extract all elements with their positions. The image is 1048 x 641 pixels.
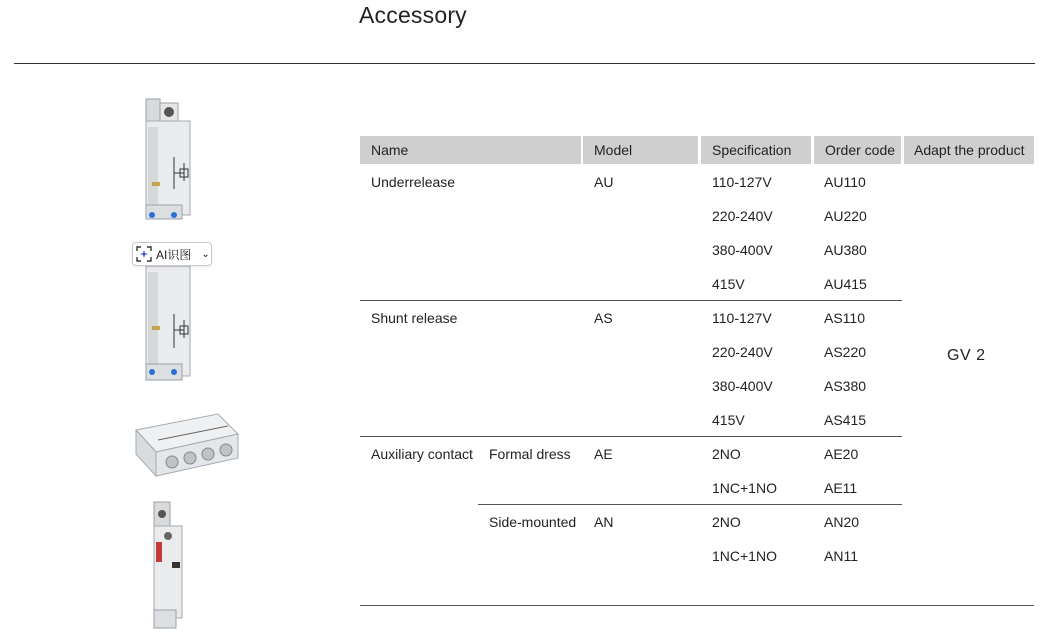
page-title: Accessory bbox=[359, 2, 467, 28]
row-spec: 380-400V bbox=[712, 378, 773, 394]
row-order-code: AS415 bbox=[824, 412, 867, 428]
row-order-code: AU415 bbox=[824, 276, 867, 292]
subgroup-divider bbox=[478, 504, 902, 505]
row-spec: 415V bbox=[712, 412, 745, 428]
shunt-release-module-image bbox=[140, 264, 200, 388]
row-subname: Formal dress bbox=[489, 446, 571, 462]
row-subname: Side-mounted bbox=[489, 514, 577, 530]
row-spec: 220-240V bbox=[712, 208, 773, 224]
title-divider bbox=[14, 63, 1035, 64]
auxiliary-contact-side-image bbox=[148, 500, 188, 632]
underrelease-module-image bbox=[140, 97, 200, 229]
row-spec: 1NC+1NO bbox=[712, 480, 777, 496]
row-spec: 415V bbox=[712, 276, 745, 292]
header-name: Name bbox=[360, 136, 581, 164]
row-spec: 110-127V bbox=[712, 174, 772, 190]
row-order-code: AE11 bbox=[824, 480, 858, 496]
row-order-code: AU380 bbox=[824, 242, 867, 258]
row-spec: 2NO bbox=[712, 514, 741, 530]
row-order-code: AU110 bbox=[824, 174, 866, 190]
chevron-down-icon: ⌄ bbox=[201, 248, 210, 260]
row-name: Auxiliary contact bbox=[371, 446, 473, 462]
row-spec: 1NC+1NO bbox=[712, 548, 777, 564]
scan-icon bbox=[136, 246, 152, 262]
header-order-code: Order code bbox=[814, 136, 901, 164]
row-model: AU bbox=[594, 174, 614, 190]
ai-chip-label: AI识图 bbox=[156, 247, 192, 262]
row-spec: 220-240V bbox=[712, 344, 773, 360]
row-model: AN bbox=[594, 514, 614, 530]
row-order-code: AU220 bbox=[824, 208, 867, 224]
ai-image-recognition-button[interactable] bbox=[132, 242, 212, 266]
auxiliary-contact-formal-image bbox=[128, 408, 240, 482]
row-order-code: AN11 bbox=[824, 548, 858, 564]
row-spec: 380-400V bbox=[712, 242, 773, 258]
group-divider bbox=[360, 300, 902, 301]
row-name: Shunt release bbox=[371, 310, 458, 326]
row-model: AS bbox=[594, 310, 613, 326]
row-order-code: AS380 bbox=[824, 378, 867, 394]
header-specification: Specification bbox=[701, 136, 811, 164]
row-spec: 110-127V bbox=[712, 310, 772, 326]
header-adapt-product: Adapt the product bbox=[904, 136, 1034, 164]
table-bottom-rule bbox=[360, 605, 1034, 606]
row-order-code: AE20 bbox=[824, 446, 859, 462]
header-model: Model bbox=[583, 136, 698, 164]
row-name: Underrelease bbox=[371, 174, 456, 190]
row-order-code: AS110 bbox=[824, 310, 865, 326]
row-order-code: AS220 bbox=[824, 344, 867, 360]
row-order-code: AN20 bbox=[824, 514, 860, 530]
row-spec: 2NO bbox=[712, 446, 741, 462]
row-model: AE bbox=[594, 446, 613, 462]
group-divider bbox=[360, 436, 902, 437]
adapt-product-value: GV 2 bbox=[947, 347, 986, 364]
